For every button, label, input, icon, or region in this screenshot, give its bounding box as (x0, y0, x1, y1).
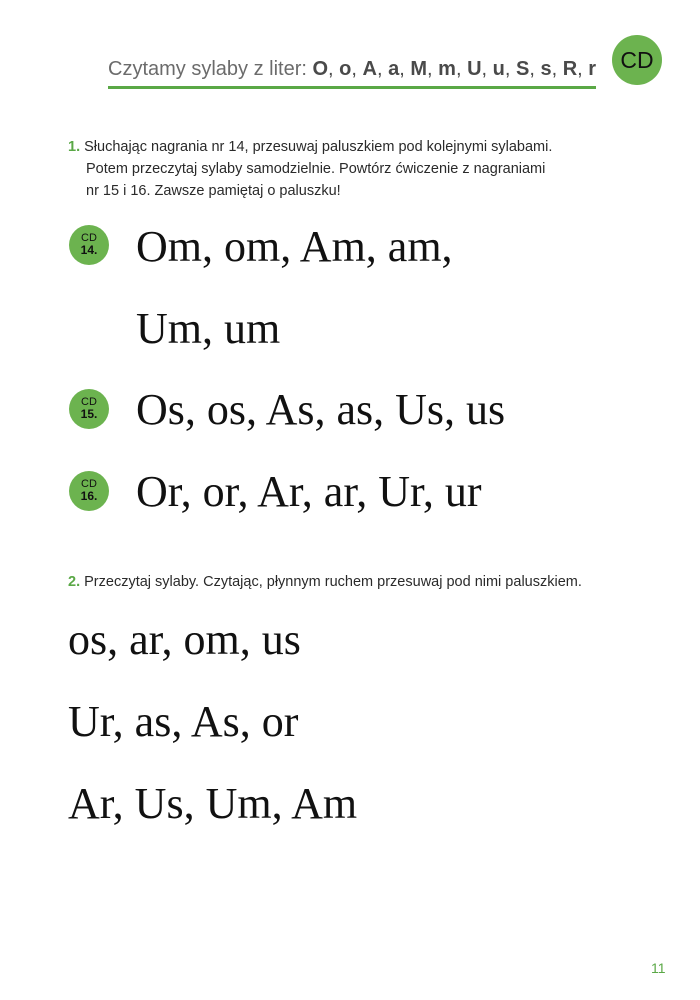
exercise-1-instruction (68, 136, 552, 202)
syllable-line: os, ar, om, us (68, 615, 301, 664)
letter: s (540, 58, 552, 80)
letter: M (410, 58, 428, 80)
cd-track-badge[interactable] (69, 225, 109, 265)
letter: O (312, 58, 329, 80)
cd-label: CD (81, 478, 97, 490)
header-letters: O, o, A, a, M, m, U, u, S, s, R, r (312, 58, 597, 80)
syllable-line: Ur, as, As, or (68, 697, 299, 746)
track-number: 15. (80, 407, 98, 421)
cd-track-badge[interactable] (69, 389, 109, 429)
syllable-line: Os, os, As, as, Us, us (136, 385, 506, 434)
letter: U (467, 58, 482, 80)
instruction-line: Przeczytaj sylaby. Czytając, płynnym ruchem przesuwaj pod nimi paluszkiem. (84, 574, 582, 590)
exercise-number: 2. (68, 574, 81, 590)
instruction-line: nr 15 i 16. Zawsze pamiętaj o paluszku! (86, 183, 341, 199)
cd-icon-label: CD (620, 46, 654, 73)
letter: o (339, 58, 352, 80)
letter: A (362, 58, 377, 80)
syllable-line: Om, om, Am, am, (136, 222, 453, 271)
exercise-number: 1. (68, 139, 81, 155)
cd-icon (612, 35, 662, 85)
letter: m (438, 58, 456, 80)
syllable-line: Um, um (136, 304, 281, 353)
page-number: 11 (651, 960, 666, 976)
page-header (108, 58, 596, 89)
instruction-line: Potem przeczytaj sylaby samodzielnie. Powtórz ćwiczenie z nagraniami (86, 161, 546, 177)
instruction-line: Słuchając nagrania nr 14, przesuwaj paluszkiem pod kolejnymi sylabami. (84, 139, 553, 155)
cd-track-badge[interactable] (69, 471, 109, 511)
letter: u (492, 58, 505, 80)
track-number: 16. (80, 489, 98, 503)
letter: r (588, 58, 597, 80)
syllable-line: Or, or, Ar, ar, Ur, ur (136, 467, 482, 516)
letter: S (515, 58, 530, 80)
header-lead: Czytamy sylaby z liter: (108, 58, 313, 80)
track-number: 14. (80, 243, 98, 257)
syllable-line: Ar, Us, Um, Am (68, 779, 358, 828)
letter: R (562, 58, 578, 80)
letter: a (388, 58, 400, 80)
cd-label: CD (81, 396, 97, 408)
exercise-2-instruction (68, 571, 582, 593)
cd-label: CD (81, 232, 97, 244)
